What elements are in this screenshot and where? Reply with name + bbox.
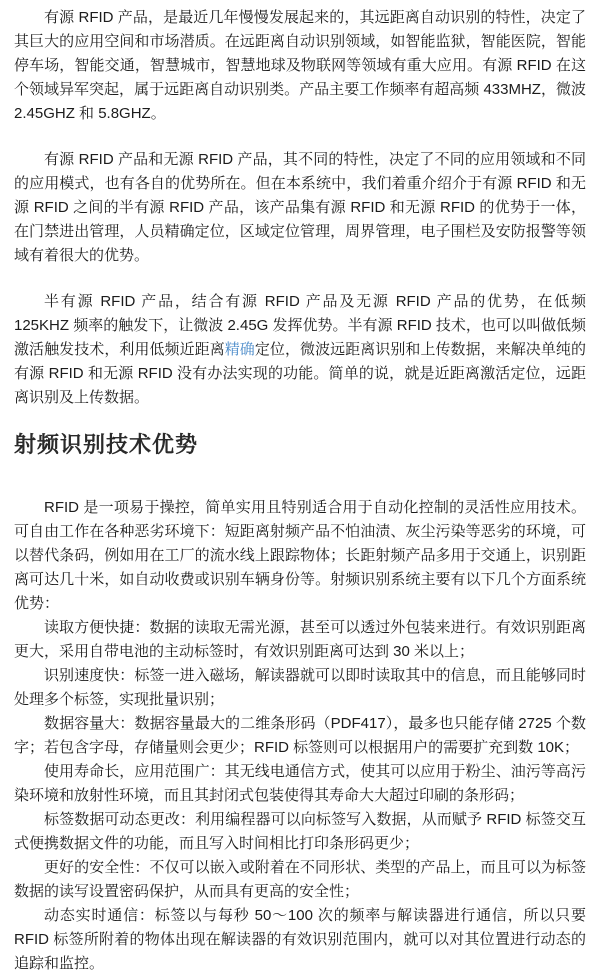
semi-active-text-before-link: 半有源 RFID 产品，结合有源 RFID 产品及无源 RFID 产品的优势，在低频 125KHZ 频率的触发下，让微波 2.45G 发挥优势。半有源 RFID 技术，也可以叫做低频激活触发技术，利用低频近距离: [14, 293, 586, 358]
advantage-item-lifespan: 使用寿命长，应用范围广：其无线电通信方式，使其可以应用于粉尘、油污等高污染环境和放射性环境，而且其封闭式包装使得其寿命大大超过印刷的条形码；: [14, 763, 586, 804]
paragraph-semi-active: [14, 290, 586, 410]
advantage-item-realtime-communication: 动态实时通信：标签以与每秒 50～100 次的频率与解读器进行通信，所以只要 RFID 标签所附着的物体出现在解读器的有效识别范围内，就可以对其位置进行动态的追踪和监控。: [14, 907, 586, 972]
section-heading-rfid-advantages: 射频识别技术优势: [14, 432, 199, 457]
advantage-item-data-capacity: 数据容量大：数据容量最大的二维条形码（PDF417），最多也只能存储 2725 个数字；若包含字母，存储量则会更少；RFID 标签则可以根据用户的需要扩充到数 10K；: [14, 715, 586, 756]
jingque-keyword-link[interactable]: 精确: [224, 341, 255, 358]
paragraph-active-rfid-intro: 有源 RFID 产品，是最近几年慢慢发展起来的，其远距离自动识别的特性，决定了其巨大的应用空间和市场潜质。在远距离自动识别领域，如智能监狱，智能医院，智能停车场，智能交通，智慧城市，智慧地球及物联网等领域有重大应用。有源 RFID 在这个领域异军突起，属于远距离自动识别类。产品主要工作频率有超高频 433MHZ，微波 2.45GHZ 和 5.8GHZ。: [14, 9, 586, 122]
advantage-item-read-speed: 识别速度快：标签一进入磁场，解读器就可以即时读取其中的信息，而且能够同时处理多个标签，实现批量识别；: [14, 667, 586, 708]
advantage-item-security: 更好的安全性：不仅可以嵌入或附着在不同形状、类型的产品上，而且可以为标签数据的读写设置密码保护，从而具有更高的安全性；: [14, 859, 586, 900]
semi-active-text-after-link: 定位，微波远距离识别和上传数据，来解决单纯的有源 RFID 和无源 RFID 没有办法实现的功能。简单的说，就是近距离激活定位，远距离识别及上传数据。: [14, 341, 586, 406]
paragraph-active-vs-passive: 有源 RFID 产品和无源 RFID 产品，其不同的特性，决定了不同的应用领域和不同的应用模式，也有各自的优势所在。但在本系统中，我们着重介绍介于有源 RFID 和无源 RFID 之间的半有源 RFID 产品，该产品集有源 RFID 和无源 RFID 的优势于一体，在门禁进出管理，人员精确定位，区域定位管理，周界管理，电子围栏及安防报警等领域有着很大的优势。: [14, 151, 586, 264]
advantage-item-dynamic-data: 标签数据可动态更改：利用编程器可以向标签写入数据，从而赋予 RFID 标签交互式便携数据文件的功能，而且写入时间相比打印条形码更少；: [14, 811, 586, 852]
paragraph-rfid-overview: RFID 是一项易于操控，简单实用且特别适合用于自动化控制的灵活性应用技术。可自由工作在各种恶劣环境下：短距离射频产品不怕油渍、灰尘污染等恶劣的环境，可以替代条码，例如用在工厂的流水线上跟踪物体；长距射频产品多用于交通上，识别距离可达几十米，如自动收费或识别车辆身份等。射频识别系统主要有以下几个方面系统优势：: [14, 499, 586, 612]
advantage-item-read-convenience: 读取方便快捷：数据的读取无需光源，甚至可以透过外包装来进行。有效识别距离更大，采用自带电池的主动标签时，有效识别距离可达到 30 米以上；: [14, 619, 586, 660]
